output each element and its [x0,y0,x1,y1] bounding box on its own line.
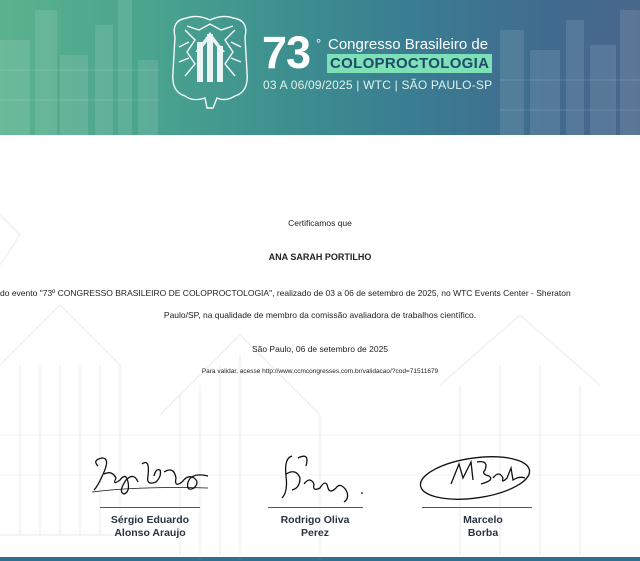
signature-sergio [90,452,215,502]
signature-line-2 [268,507,363,508]
signature-line-3 [422,507,532,508]
signature-rodrigo [270,448,370,508]
signatory-2-line-2: Perez [300,527,330,539]
place-and-date: São Paulo, 06 de setembro de 2025 [251,344,389,354]
congress-logo-icon [165,12,255,110]
signatory-2 [255,514,375,540]
signatory-3-line-1: Marcelo [463,514,503,526]
validation-link[interactable]: Para validar, acesse http://www.ccmcongresses.com.br/validacao/?cod=71511679 [201,368,439,375]
certificate-body-line-2: Paulo/SP, na qualidade de membro da comissão avaliadora de trabalhos científico. [163,310,477,320]
recipient-name: ANA SARAH PORTILHO [268,252,372,262]
certificate-body-line-1: do evento "73º CONGRESSO BRASILEIRO DE COLOPROCTOLOGIA", realizado de 03 a 06 de setembro de 2025, no WTC Events Center - Sheraton [0,288,571,298]
signature-marcelo [415,448,545,508]
dates-location: 03 A 06/09/2025 | WTC | SÃO PAULO-SP [263,78,493,92]
signature-line-1 [100,507,200,508]
certify-intro: Certificamos que [288,218,352,228]
signatory-2-line-1: Rodrigo Oliva [280,514,350,526]
header-banner [0,0,640,135]
signatory-3 [423,514,543,540]
city-skyline-background [0,0,640,135]
edition-number: 73 [262,27,311,78]
edition-degree: ° [316,36,322,51]
signatory-3-line-2: Borba [467,527,499,539]
bottom-border [0,557,640,561]
specialty-title: COLOPROCTOLOGIA [327,54,492,73]
signatory-1 [90,514,210,540]
signatory-1-line-1: Sérgio Eduardo [110,514,190,526]
congress-title: Congresso Brasileiro de [328,36,489,53]
signatory-1-line-2: Alonso Araujo [114,527,186,539]
